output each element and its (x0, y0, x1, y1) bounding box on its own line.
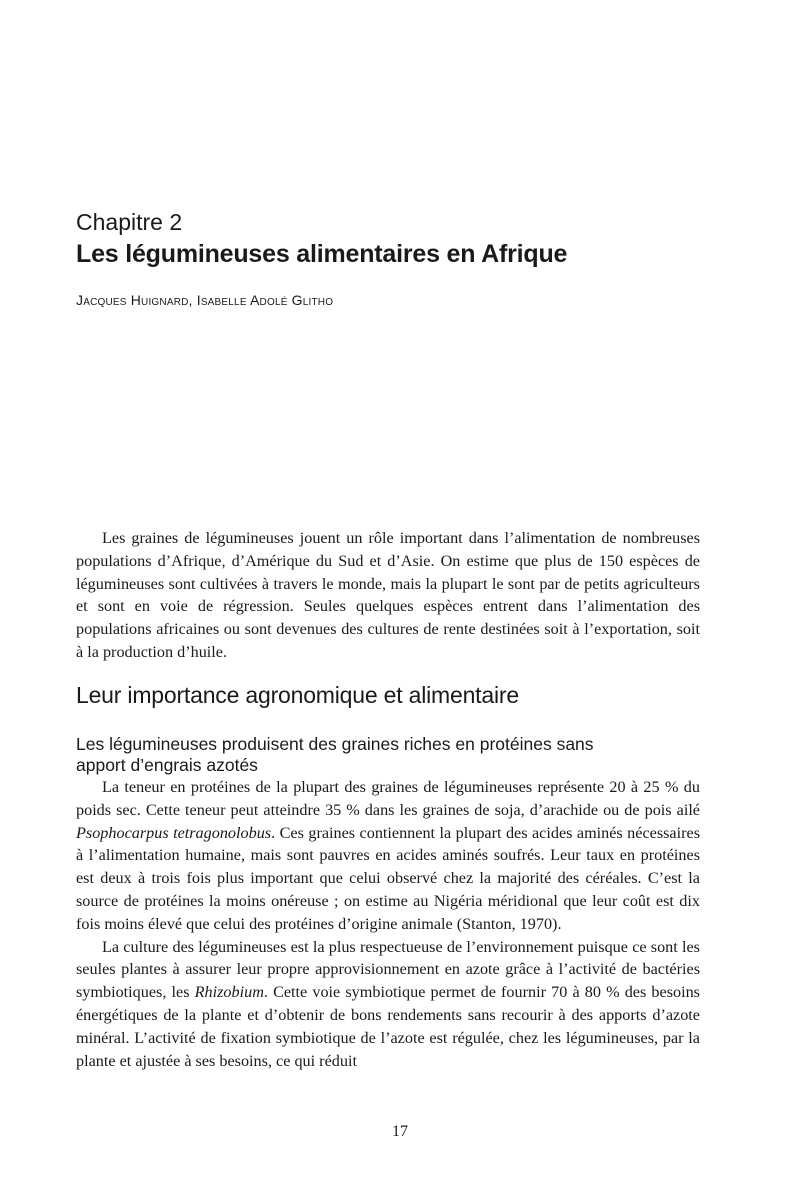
chapter-label: Chapitre 2 (76, 209, 183, 235)
paragraph-1-text-a: La teneur en protéines de la plupart des graines de légumineuses représente 20 à 25 % du poids sec. Cette teneur peut atteindre 35 % dans les graines de soja, d’arachide ou de pois ailé (76, 778, 700, 819)
body-paragraph-1 (76, 776, 700, 936)
page-number: 17 (392, 1123, 408, 1140)
main-text-block (76, 776, 700, 1072)
species-name-italic: Psophocarpus tetragonolobus (76, 823, 272, 842)
body-paragraph-2 (76, 936, 700, 1073)
chapter-title: Les légumineuses alimentaires en Afrique (76, 240, 568, 268)
paragraph-1-text-b: . Ces graines contiennent la plupart des acides aminés nécessaires à l’alimentation humaine, mais sont pauvres en acides aminés soufrés. Leur taux en protéines est deux à trois fois plus important que celui observé chez la majorité des céréales. C’est la source de protéines la moins onéreuse ; on estime au Nigéria méridional que leur coût est dix fois moins élevé que celui des protéines d’origine animale (Stanton, 1970). (76, 823, 700, 933)
subsection-heading: Les légumineuses produisent des graines riches en protéines sans apport d’engrais azotés (76, 734, 594, 775)
paragraph-2-text-b: . Cette voie symbiotique permet de fournir 70 à 80 % des besoins énergétiques de la plante et d’obtenir de bons rendements sans recourir à des apports d’azote minéral. L’activité de fixation symbiotique de l’azote est régulée, chez les légumineuses, par la plante et ajustée à ses besoins, ce qui réduit (76, 983, 700, 1070)
chapter-authors: Jacques Huignard, Isabelle Adolé Glitho (76, 292, 334, 308)
intro-block (76, 527, 700, 664)
paragraph-2-text-a: La culture des légumineuses est la plus respectueuse de l’environnement puisque ce sont les seules plantes à assurer leur propre approvisionnement en azote grâce à l’activité de bactéries symbiotiques, les (76, 937, 700, 1002)
genus-name-italic: Rhizobium (194, 983, 264, 1002)
section-heading: Leur importance agronomique et alimentaire (76, 682, 519, 708)
intro-paragraph: Les graines de légumineuses jouent un rôle important dans l’alimentation de nombreuses populations d’Afrique, d’Amérique du Sud et d’Asie. On estime que plus de 150 espèces de légumineuses sont cultivées à travers le monde, mais la plupart le sont par de petits agriculteurs et sont en voie de régression. Seules quelques espèces entrent dans l’alimentation des populations africaines ou sont devenues des cultures de rente destinées soit à l’exportation, soit à la production d’huile. (76, 529, 700, 661)
